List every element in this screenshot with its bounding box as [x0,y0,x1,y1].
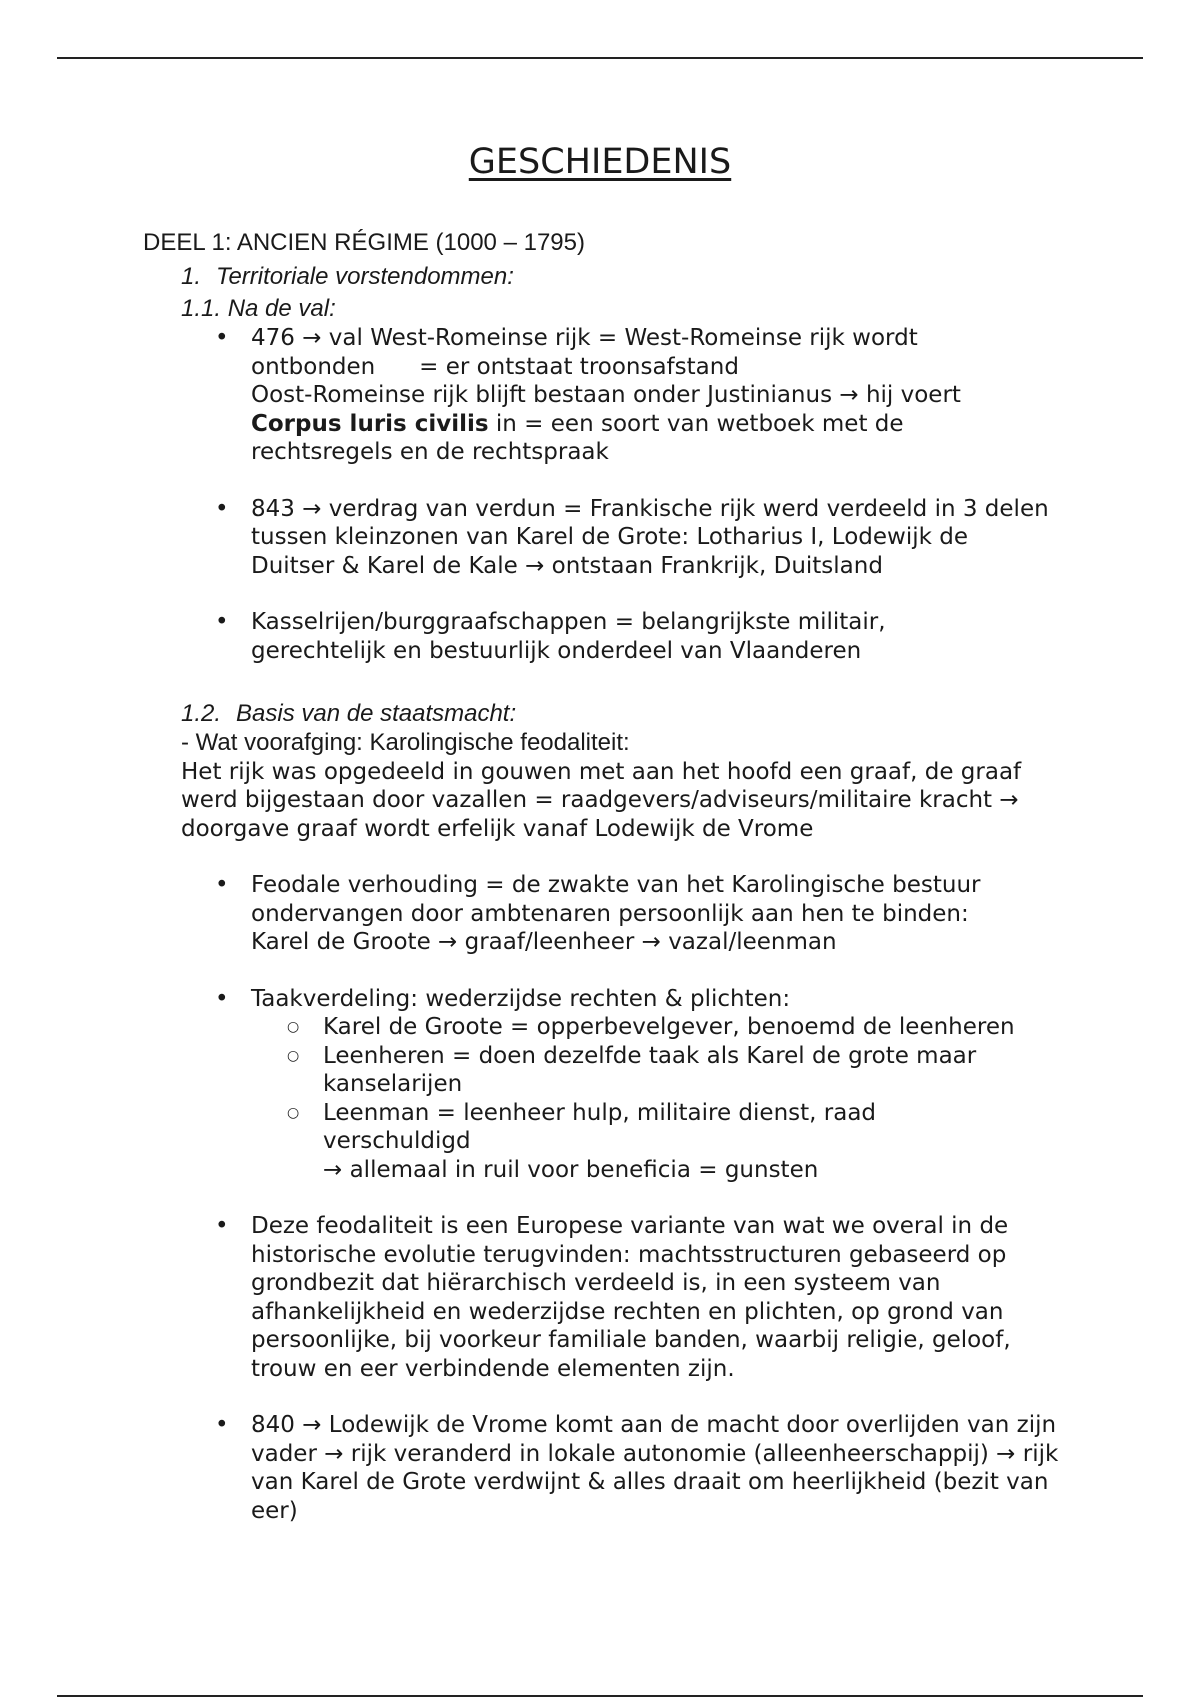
bullet-kasselrijen: Kasselrijen/burggraafschappen = belangrijkste militair, gerechtelijk en bestuurlijk onderdeel van Vlaanderen [251,609,886,664]
bullet-europese: Deze feodaliteit is een Europese variante van wat we overal in de historische evolutie terugvinden: machtsstructuren gebaseerd op grondbezit dat hiërarchisch verdeeld is, in een systeem van afhankelijkheid en wederzijdse rechten en plichten, op grond van persoonlijke, bij voorkeur familiale banden, waarbij religie, geloof, trouw en eer verbindende elementen zijn. [251,1213,1011,1382]
bullet-feodale: Feodale verhouding = de zwakte van het Karolingische bestuur ondervangen door ambtenaren persoonlijk aan hen te binden: Karel de Groote → graaf/leenheer → vazal/leenman [251,872,981,955]
bullet-476-line2: Oost-Romeinse rijk blijft bestaan onder Justinianus → hij voert [251,382,961,408]
list-item [215,871,1031,957]
section-1-2-intro [181,729,1031,843]
section-1-number: 1. [181,263,202,290]
section-1-2-list [215,871,1103,1525]
corpus-iuris-term: Corpus luris civilis [251,410,489,437]
bullet-476-line1: 476 → val West-Romeinse rijk = West-Romeinse rijk wordt ontbonden = er ontstaat troonsafstand [251,325,926,380]
sub-list-item [287,1013,1051,1042]
part-heading: DEEL 1: ANCIEN RÉGIME (1000 – 1795) [143,229,585,256]
list-item [215,985,1051,1185]
intro-line: - Wat voorafging: Karolingische feodaliteit: [181,729,630,756]
bullet-840: 840 → Lodewijk de Vrome komt aan de macht door overlijden van zijn vader → rijk veranderd in lokale autonomie (alleenheerschappij) → rijk van Karel de Grote verdwijnt & alles draait om heerlijkheid (bezit van eer) [251,1412,1059,1524]
list-item [215,495,1051,581]
section-1-1-list [215,324,1103,665]
sub-item-leenman: Leenman = leenheer hulp, militaire dienst, raad verschuldigd [323,1099,877,1154]
document-body [143,226,1103,1553]
page-title: GESCHIEDENIS [468,142,732,182]
section-1-2-heading [181,699,1103,729]
list-item [215,324,1011,467]
intro-text: Het rijk was opgedeeld in gouwen met aan het hoofd een graaf, de graaf werd bijgestaan door vazallen = raadgevers/adviseurs/militaire kracht → doorgave graaf wordt erfelijk vanaf Lodewijk de Vrome [181,758,1022,842]
list-item [215,608,951,665]
sub-list-item [287,1042,1023,1099]
list-item [215,1411,1061,1525]
sub-item-leenheren: Leenheren = doen dezelfde taak als Karel de grote maar kanselarijen [323,1042,977,1097]
section-1-1-heading: 1.1. Na de val: [181,295,336,322]
sub-item-note: → allemaal in ruil voor beneficia = gunsten [323,1156,819,1183]
section-1-heading [181,260,1103,294]
list-item [215,1212,1061,1383]
section-1-2-number: 1.2. [181,700,222,727]
taakverdeling-sublist [287,1013,1051,1184]
header-rule [57,57,1143,59]
bullet-476-line3: in = een soort van wetboek met de rechtsregels en de rechtspraak [251,410,904,465]
bullet-taakverdeling: Taakverdeling: wederzijdse rechten & plichten: [251,985,791,1012]
section-1-title: Territoriale vorstendommen: [216,263,514,290]
bullet-843: 843 → verdrag van verdun = Frankische rijk werd verdeeld in 3 delen tussen kleinzonen van Karel de Grote: Lotharius I, Lodewijk de Duitser & Karel de Kale → ontstaan Frankrijk, Duitsland [251,495,1049,579]
footer-rule [57,1695,1143,1697]
section-1-2-title: Basis van de staatsmacht: [236,700,517,727]
sub-item-karel: Karel de Groote = opperbevelgever, benoemd de leenheren [323,1014,1015,1040]
sub-list-item [287,1099,943,1185]
